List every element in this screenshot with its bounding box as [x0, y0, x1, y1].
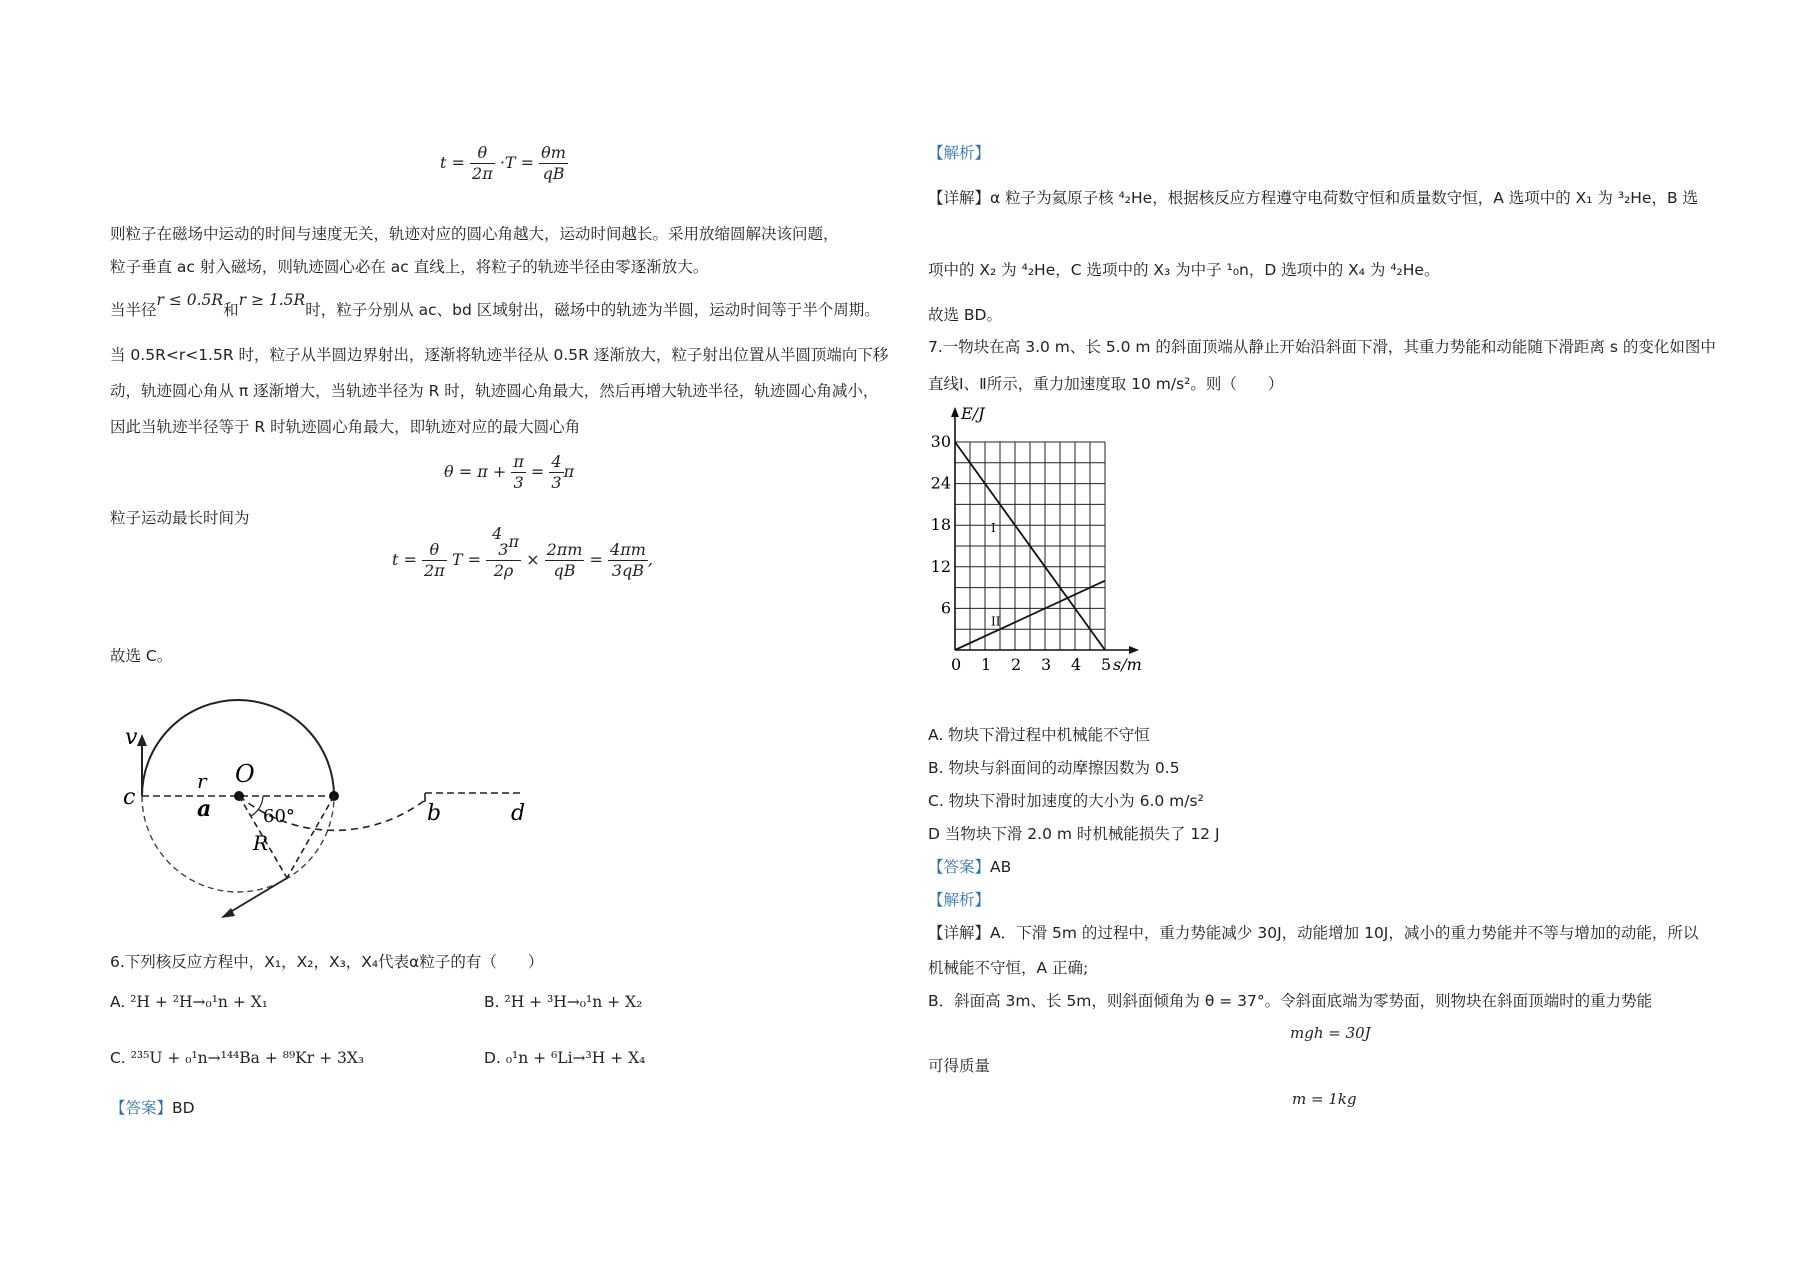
formula-theta: θ = π + $\frac{\pi}{3}$ = $\frac{4}{3}$ π [444, 452, 575, 492]
y-axis-label: E/J [961, 405, 985, 423]
exit-arrow [227, 878, 287, 914]
fraction: $\frac{\theta m}{qB}$ [541, 143, 566, 183]
q7-option-c: C. 物块下滑时加速度的大小为 6.0 m/s² [928, 792, 1204, 810]
label-O: O [235, 760, 255, 788]
label-c: c [123, 785, 136, 810]
q7-detail-a-cont: 机械能不守恒，A 正确; [928, 959, 1089, 977]
fraction: $\frac{\theta}{2\pi}$ [472, 143, 493, 183]
label-d: d [511, 801, 526, 826]
y-tick-label: 6 [940, 598, 951, 618]
q6-detail: 【详解】α 粒子为氦原子核 ⁴₂He，根据核反应方程遵守电荷数守恒和质量数守恒，A 选项中的 X₁ 为 ³₂He，B 选 [928, 189, 1699, 207]
label-b: b [427, 801, 442, 826]
paragraph: 当半径r ≤ 0.5R和r ≥ 1.5R时，粒子分别从 ac、bd 区域射出，磁场中的轨迹为半圆，运动时间等于半个周期。 [110, 291, 880, 319]
x-tick-label: 2 [1011, 655, 1022, 674]
series-label-I: I [991, 521, 996, 536]
q7-answer: 【答案】AB [928, 858, 1012, 876]
label-a: a [197, 796, 212, 822]
label-r: r [197, 769, 207, 793]
x-tick-label: 0 [951, 655, 962, 674]
label-v: v [125, 725, 138, 750]
question-6: 6.下列核反应方程中，X₁，X₂，X₃，X₄代表α粒子的有（ ） [110, 953, 544, 971]
fraction: $\frac{43\pi}{2\rho}$ [486, 540, 521, 581]
formula-tmax: t = $\frac{\theta}{2\pi}$ T = $\frac{43\pi}{2\rho}$ × $\frac{2\pi m}{qB}$ = $\frac{4\pi m}{3qB}$ , [392, 524, 653, 580]
paragraph: 粒子垂直 ac 射入磁场，则轨迹圆心必在 ac 直线上，将粒子的轨迹半径由零逐渐放大。 [110, 258, 709, 276]
q6-option-a: A. ²H + ²H→₀¹n + X₁ [110, 993, 268, 1011]
q7-analysis-tag: 【解析】 [928, 891, 991, 909]
q7-detail-b: B．斜面高 3m、长 5m，则斜面倾角为 θ = 37°。令斜面底端为零势面，则物块在斜面顶端时的重力势能 [928, 992, 1653, 1010]
q6-answer: 【答案】BD [110, 1099, 195, 1117]
fraction: $\frac{\pi}{3}$ [513, 452, 524, 492]
y-tick-label: 30 [930, 432, 951, 451]
paragraph: 动，轨迹圆心角从 π 逐渐增大，当轨迹半径为 R 时，轨迹圆心角最大，然后再增大轨迹半径，轨迹圆心角减小， [110, 382, 879, 400]
q7-option-b: B. 物块与斜面间的动摩擦因数为 0.5 [928, 759, 1180, 777]
x-tick-label: 3 [1041, 655, 1052, 674]
y-tick-label: 12 [930, 556, 951, 576]
label-R: R [253, 831, 269, 855]
q6-option-b: B. ²H + ³H→₀¹n + X₂ [484, 993, 643, 1011]
magnetic-field-diagram [115, 690, 545, 920]
q7-option-a: A. 物块下滑过程中机械能不守恒 [928, 726, 1150, 744]
analysis-tag: 【解析】 [928, 144, 991, 162]
q7-detail-a: 【详解】A．下滑 5m 的过程中，重力势能减少 30J，动能增加 10J，减小的重力势能并不等与增加的动能，所以 [928, 924, 1699, 942]
q6-option-d: D. ₀¹n + ⁶Li→³H + X₄ [484, 1049, 646, 1067]
velocity-arrowhead [137, 734, 147, 746]
x-axis-label: s/m [1113, 655, 1142, 674]
paragraph: 当 0.5R<r<1.5R 时，粒子从半圆边界射出，逐渐将轨迹半径从 0.5R 逐渐放大，粒子射出位置从半圆顶端向下移 [110, 346, 889, 364]
fraction: $\frac{2\pi m}{qB}$ [546, 540, 583, 580]
fraction: $\frac{4\pi m}{3qB}$ [610, 540, 646, 580]
y-tick-label: 18 [930, 515, 951, 535]
q6-option-c: C. ²³⁵U + ₀¹n→¹⁴⁴Ba + ⁸⁹Kr + 3X₃ [110, 1049, 365, 1067]
trajectory-dashed-arc [142, 796, 334, 892]
question-7: 7.一物块在高 3.0 m、长 5.0 m 的斜面顶端从静止开始沿斜面下滑，其重力势能和动能随下滑距离 s 的变化如图中 [928, 338, 1716, 356]
formula-m: m = 1kg [1292, 1090, 1357, 1108]
q7-option-d: D 当物块下滑 2.0 m 时机械能损失了 12 J [928, 825, 1220, 843]
paragraph: 则粒子在磁场中运动的时间与速度无关，轨迹对应的圆心角越大，运动时间越长。采用放缩圆解决该问题， [110, 225, 839, 243]
x-tick-label: 4 [1071, 655, 1082, 674]
series-label-II: II [991, 614, 1001, 629]
formula-time: t = $\frac{\theta}{2\pi}$ ·T = $\frac{\theta m}{qB}$ [440, 143, 566, 183]
y-axis-arrowhead [951, 407, 959, 417]
paragraph: 故选 C。 [110, 647, 173, 665]
x-axis-arrowhead [1129, 646, 1139, 654]
fraction: $\frac{4}{3}$ [551, 452, 562, 492]
mass-label: 可得质量 [928, 1057, 991, 1075]
q6-detail-cont: 项中的 X₂ 为 ⁴₂He，C 选项中的 X₃ 为中子 ¹₀n，D 选项中的 X₄ 为 ⁴₂He。 [928, 261, 1440, 279]
x-tick-label: 1 [981, 655, 992, 674]
question-7-cont: 直线Ⅰ、Ⅱ所示，重力加速度取 10 m/s²。则（ ） [928, 375, 1284, 393]
x-tick-label: 5 [1101, 655, 1112, 674]
label-60deg: 60° [263, 806, 295, 827]
y-tick-label: 24 [930, 473, 951, 493]
q6-choose: 故选 BD。 [928, 306, 1002, 324]
formula-mgh: mgh = 30J [1290, 1024, 1371, 1042]
paragraph: 因此当轨迹半径等于 R 时轨迹圆心角最大，即轨迹对应的最大圆心角 [110, 418, 581, 436]
paragraph: 粒子运动最长时间为 [110, 509, 250, 527]
fraction: $\frac{\theta}{2\pi}$ [424, 540, 445, 580]
energy-chart [925, 405, 1155, 685]
